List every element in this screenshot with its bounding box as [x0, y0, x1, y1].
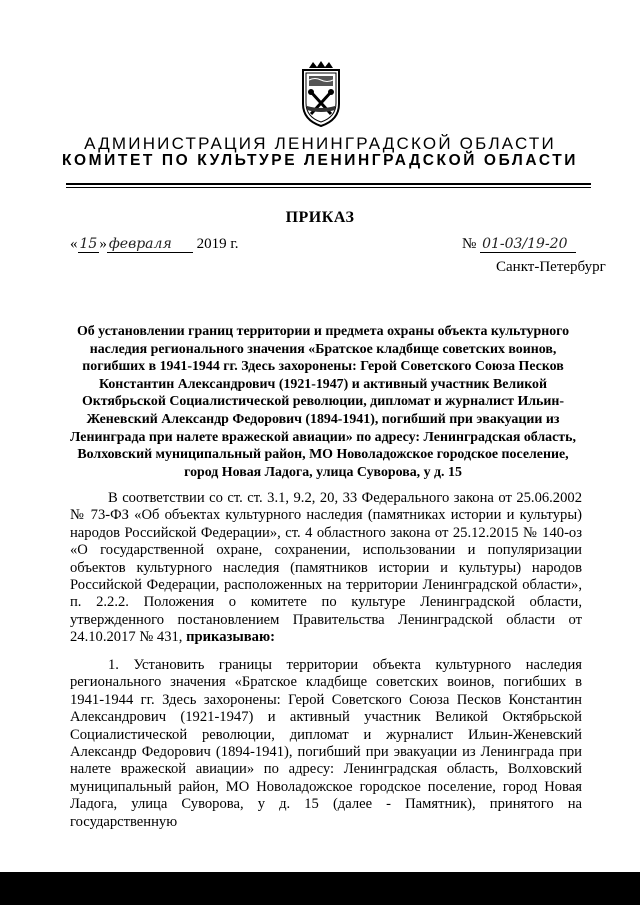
- preamble-paragraph: [70, 490, 582, 647]
- document-type-title: ПРИКАЗ: [285, 209, 355, 226]
- header-divider-thick: [66, 183, 591, 185]
- document-date: [70, 236, 239, 253]
- item-1-paragraph: [70, 657, 582, 831]
- date-day: 15: [79, 236, 98, 252]
- date-year: 2019 г.: [196, 236, 239, 252]
- order-word: приказываю:: [186, 629, 275, 646]
- scan-bottom-border: [0, 872, 640, 905]
- date-open-quote: «: [70, 236, 78, 252]
- preamble-text: В соответствии со ст. ст. 3.1, 9.2, 20, 33 Федерального закона от 25.06.2002 № 73-ФЗ «Об объектах культурного наследия (памятниках истории и культуры) народов Российской Федерации», ст. 4 областного закона от 25.12.2015 № 140-оз «О государственной охране, сохранении, использовании и популяризации объектов культурного наследия (памятников истории и культуры) народов Российской Федерации, расположенных на территории Ленинградской области», п. 2.2.2. Положения о комитете по культуре Ленинградской области, утвержденного постановлением Правительства Ленинградской области от 24.10.2017 № 431,: [70, 490, 582, 646]
- document-number: [462, 236, 576, 253]
- date-close-quote: »: [99, 236, 107, 252]
- number-value: 01-03/19-20: [480, 236, 576, 253]
- number-label: №: [462, 236, 477, 252]
- organization-name-administration: АДМИНИСТРАЦИЯ ЛЕНИНГРАДСКОЙ ОБЛАСТИ: [84, 134, 556, 153]
- date-month: февраля: [107, 236, 193, 253]
- item-1-text: 1. Установить границы территории объекта культурного наследия регионального значения «Братское кладбище советских воинов, погибших в 1941-1944 гг. Здесь захоронены: Герой Советского Союза Песков Константин Александрович (1921-1947) и активный участник Великой Октябрьской Социалистической революции, дипломат и журналист Ильин-Женевский Александр Федорович (1894-1941), погибший при эвакуации из Ленинграда при налете вражеской авиации» по адресу: Ленинградская область, Волховский муниципальный район, МО Новоладожское городское поселение, город Новая Ладога, улица Суворова, у д. 15 (далее - Памятник), принятого на государственную: [70, 657, 582, 830]
- header-divider-thin: [66, 187, 591, 188]
- organization-name-committee: КОМИТЕТ ПО КУЛЬТУРЕ ЛЕНИНГРАДСКОЙ ОБЛАСТИ: [61, 152, 579, 169]
- document-subject: Об установлении границ территории и предмета охраны объекта культурного наследия регионального значения «Братское кладбище советских воинов, погибших в 1941-1944 гг. Здесь захоронены: Герой Советского Союза Песков Константин Александрович (1921-1947) и активный участник Великой Октябрьской Социалистической революции, дипломат и журналист Ильин-Женевский Александр Федорович (1894-1941), погибший при эвакуации из Ленинграда при налете вражеской авиации» по адресу: Ленинградская область, Волховский муниципальный район, МО Новоладожское городское поселение, город Новая Ладога, улица Суворова, у д. 15: [70, 324, 576, 480]
- coat-of-arms-emblem: [297, 60, 345, 128]
- document-city: Санкт-Петербург: [496, 259, 606, 275]
